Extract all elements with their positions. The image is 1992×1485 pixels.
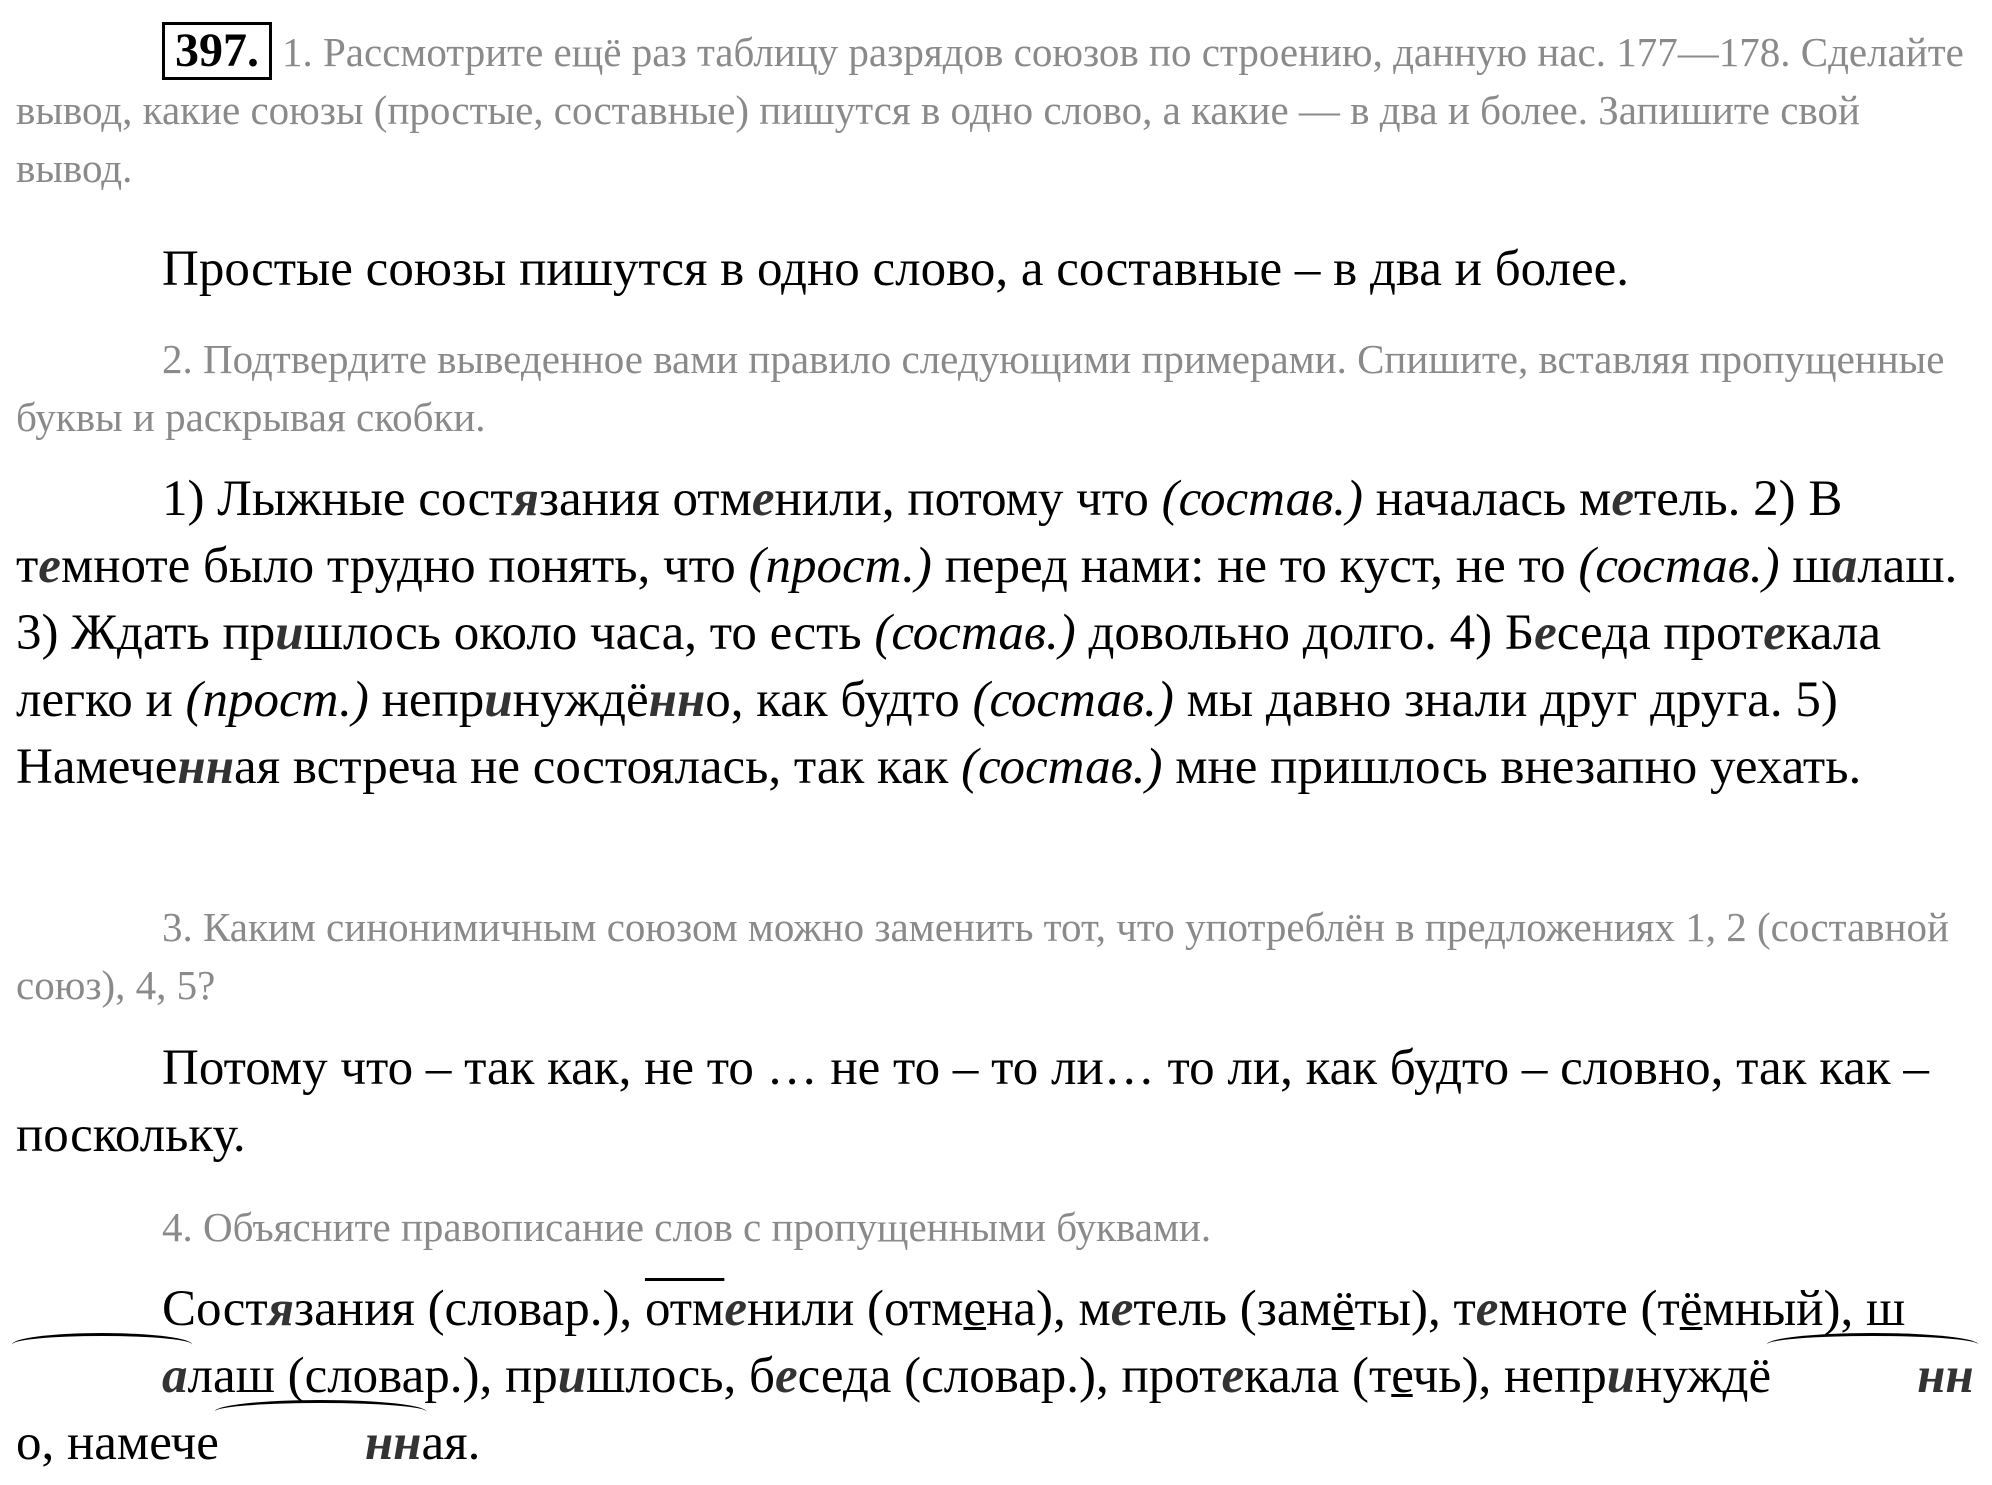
stress-mark: ё	[1679, 1281, 1703, 1337]
inserted-letter: е	[38, 538, 61, 594]
inserted-letter: и	[1606, 1348, 1636, 1404]
task-4: 4. Объясните правописание слов с пропущенными буквами.	[162, 1204, 1212, 1250]
inserted-letter: и	[275, 605, 304, 661]
union-type-note: (прост.)	[185, 672, 369, 728]
union-type-note: (прост.)	[748, 538, 932, 594]
inserted-letter: я	[267, 1281, 294, 1337]
inserted-letter: и	[484, 672, 513, 728]
inserted-letter: е	[1763, 605, 1786, 661]
union-type-note: (состав.)	[972, 672, 1174, 728]
union-type-note: (состав.)	[1161, 471, 1363, 527]
inserted-letter: нн	[648, 672, 706, 728]
inserted-letter: е	[724, 1281, 747, 1337]
task-1-text: 1. Рассмотрите ещё раз таблицу разрядов союзов по строению, данную нас. 177—178. Сделайте вывод, какие союзы (простые, составные) пишутся в одно слово, а какие — в два и более. Запишите свой вывод.	[16, 29, 1964, 191]
inserted-letter: а	[16, 1343, 188, 1410]
inserted-letter: нн	[177, 739, 235, 795]
inserted-letter: я	[512, 471, 539, 527]
task-2: 2. Подтвердите выведенное вами правило следующими примерами. Спишите, вставляя пропущенные буквы и раскрывая скобки.	[16, 336, 1945, 440]
task-3: 3. Каким синонимичным союзом можно заменить тот, что употреблён в предложениях 1, 2 (составной союз), 4, 5?	[16, 904, 1949, 1008]
inserted-letter: нн	[219, 1410, 422, 1477]
union-type-note: (состав.)	[961, 739, 1163, 795]
inserted-letter: нн	[1771, 1343, 1974, 1410]
answer-4: Состязания (словар.), отменили (отмена), метель (замёты), темноте (тёмный), шалаш (словар.), пришлось, беседа (словар.), протекала (течь), непринуждё нно, намече нная.	[16, 1276, 1976, 1477]
answer-2: 1) Лыжные состязания отменили, потому что (состав.) началась метель. 2) В темноте было трудно понять, что (прост.) перед нами: не то куст, не то (состав.) шалаш. 3) Ждать пришлось около часа, то есть (состав.) довольно долго. 4) Беседа протекала легко и (прост.) непринуждённо, как будто (состав.) мы давно знали друг друга. 5) Намеченная встреча не состоялась, так как (состав.) мне пришлось внезапно уехать.	[16, 471, 1958, 795]
prefix-mark: отм	[644, 1281, 725, 1337]
union-type-note: (состав.)	[1578, 538, 1780, 594]
answer-3: Потому что – так как, не то … не то – то ли… то ли, как будто – словно, так как – поскольку.	[16, 1040, 1929, 1163]
inserted-letter: е	[774, 1348, 798, 1404]
stress-mark: е	[963, 1281, 987, 1337]
task-1	[16, 22, 1976, 197]
inserted-letter: е	[1534, 605, 1557, 661]
inserted-letter: а	[1831, 538, 1858, 594]
inserted-letter: е	[1110, 1281, 1134, 1337]
inserted-letter: е	[751, 471, 775, 527]
inserted-letter: е	[1221, 1348, 1245, 1404]
stress-mark: е	[1391, 1348, 1413, 1404]
inserted-letter: и	[557, 1348, 587, 1404]
union-type-note: (состав.)	[874, 605, 1076, 661]
inserted-letter: е	[1611, 471, 1634, 527]
inserted-letter: е	[1475, 1281, 1499, 1337]
exercise-number: 397.	[162, 22, 272, 80]
stress-mark: ё	[1331, 1281, 1355, 1337]
answer-1: Простые союзы пишутся в одно слово, а составные – в два и более.	[162, 241, 1629, 297]
